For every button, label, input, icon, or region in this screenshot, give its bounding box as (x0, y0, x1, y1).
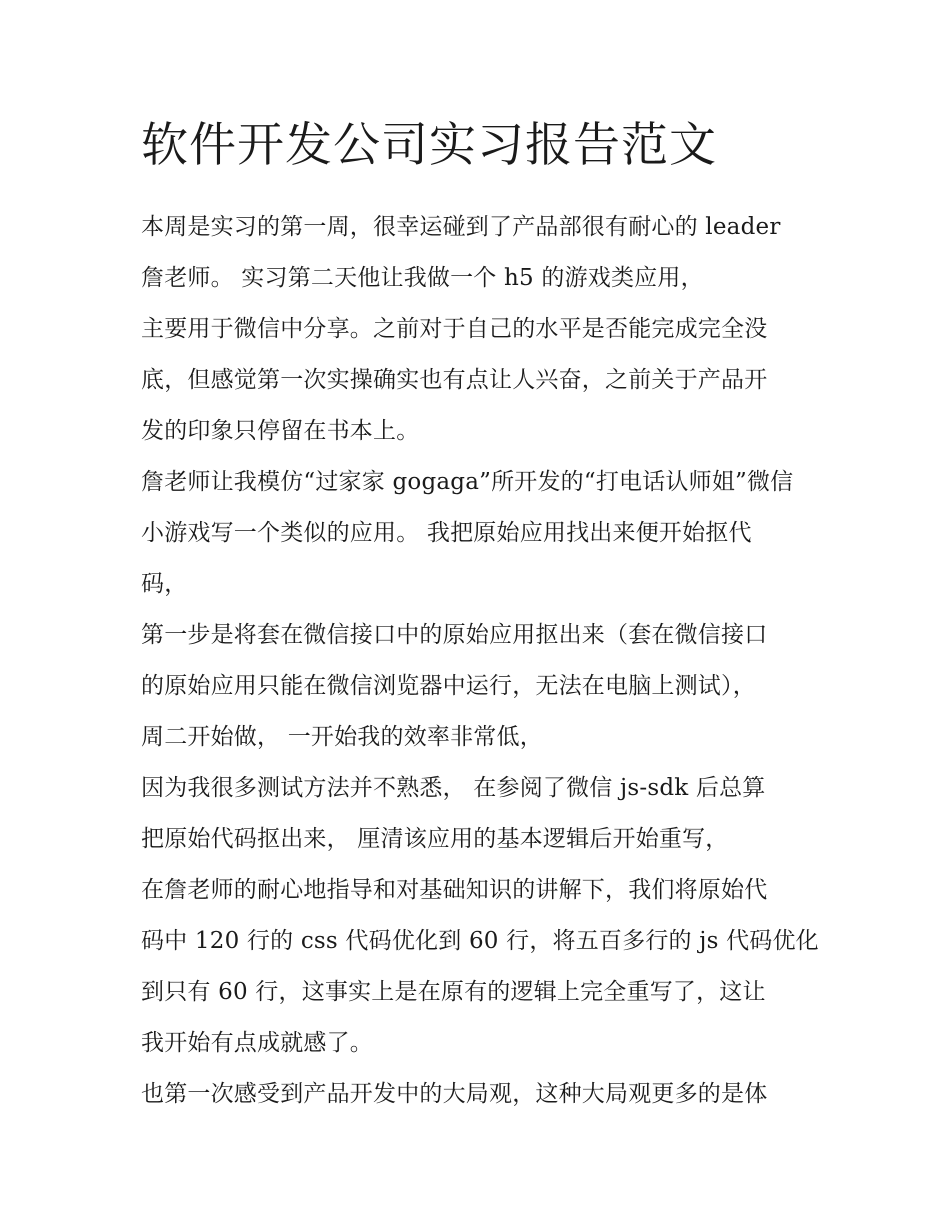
text-line: 主要用于微信中分享。之前对于自己的水平是否能完成完全没 (141, 316, 768, 342)
text-line: 因为我很多测试方法并不熟悉， 在参阅了微信 js-sdk 后总算 (141, 775, 766, 801)
document-title: 软件开发公司实习报告范文 (141, 118, 717, 173)
text-line: 在詹老师的耐心地指导和对基础知识的讲解下，我们将原始代 (141, 877, 768, 903)
text-line: 詹老师让我模仿“过家家 gogaga”所开发的“打电话认师姐”微信 (141, 469, 794, 495)
text-line: 本周是实习的第一周，很幸运碰到了产品部很有耐心的 leader (141, 214, 781, 240)
document-page (141, 116, 821, 1120)
text-line: 第一步是将套在微信接口中的原始应用抠出来（套在微信接口 (141, 622, 768, 648)
text-line: 我开始有点成就感了。 (141, 1030, 373, 1056)
text-line: 周二开始做， 一开始我的效率非常低， (141, 724, 543, 750)
document-body (141, 202, 821, 1120)
text-line: 码中 120 行的 css 代码优化到 60 行，将五百多行的 js 代码优化 (141, 928, 819, 954)
text-line: 的原始应用只能在微信浏览器中运行，无法在电脑上测试）， (141, 673, 756, 699)
text-line: 詹老师。 实习第二天他让我做一个 h5 的游戏类应用， (141, 265, 704, 291)
text-line: 底，但感觉第一次实操确实也有点让人兴奋，之前关于产品开 (141, 367, 768, 393)
text-line: 码， (141, 571, 188, 597)
text-line: 把原始代码抠出来， 厘清该应用的基本逻辑后开始重写， (141, 826, 729, 852)
text-line: 也第一次感受到产品开发中的大局观，这种大局观更多的是体 (141, 1081, 768, 1107)
text-line: 到只有 60 行，这事实上是在原有的逻辑上完全重写了，这让 (141, 979, 766, 1005)
text-line: 发的印象只停留在书本上。 (141, 418, 420, 444)
text-line: 小游戏写一个类似的应用。 我把原始应用找出来便开始抠代 (141, 520, 752, 546)
